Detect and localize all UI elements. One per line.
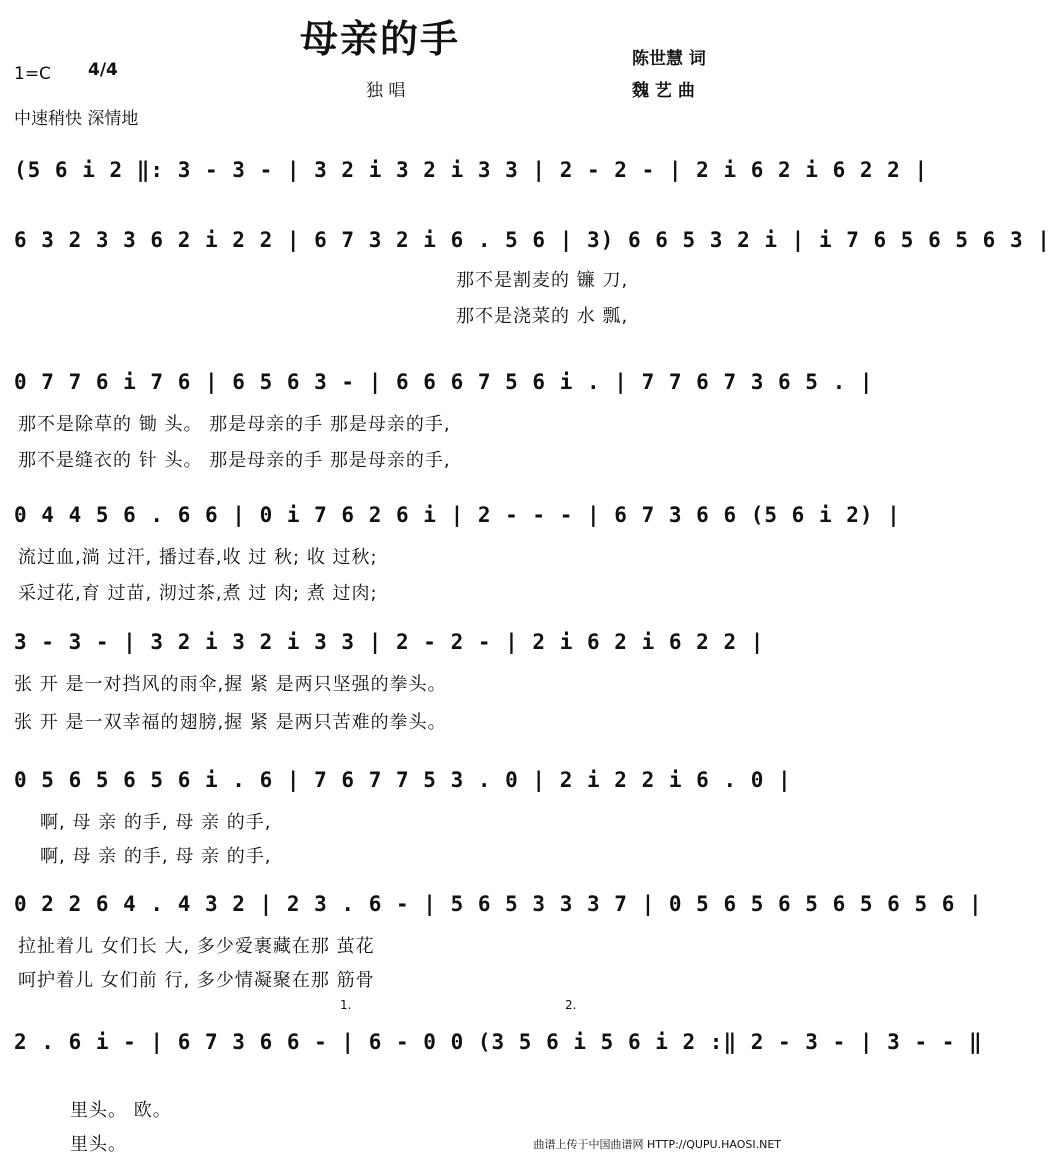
notation-row-2: 6 3 2 3 3 6 2 i 2 2 | 6 7 3 2 i 6 . 5 6 | 3) 6 6 5 3 2 i | i 7 6 5 6 5 6 3 | <box>14 228 1051 252</box>
lyric-row-5-verse-2: 张 开 是一双幸福的翅膀,握 紧 是两只苦难的拳头。 <box>14 712 447 733</box>
performance-type: 独 唱 <box>366 81 406 101</box>
notation-row-5: 3 - 3 - | 3 2 i 3 2 i 3 3 | 2 - 2 - | 2 i 6 2 i 6 2 2 | <box>14 630 765 654</box>
lyric-row-5-verse-1: 张 开 是一对挡风的雨伞,握 紧 是两只坚强的拳头。 <box>14 674 447 695</box>
notation-row-1: (5 6 i 2 ‖: 3 - 3 - | 3 2 i 3 2 i 3 3 | 2 - 2 - | 2 i 6 2 i 6 2 2 | <box>14 158 929 182</box>
volta-1-label: 1. <box>340 998 352 1012</box>
notation-row-6: 0 5 6 5 6 5 6 i . 6 | 7 6 7 7 5 3 . 0 | 2 i 2 2 i 6 . 0 | <box>14 768 792 792</box>
lyricist: 陈世慧 词 <box>632 49 706 69</box>
source-footer: 曲谱上传于中国曲谱网 HTTP://QUPU.HAOSI.NET <box>533 1138 781 1151</box>
tempo-marking: 中速稍快 深情地 <box>14 109 139 129</box>
lyric-row-8-verse-1: 里头。 欧。 <box>70 1100 172 1121</box>
notation-row-8: 2 . 6 i - | 6 7 3 6 6 - | 6 - 0 0 (3 5 6 i 5 6 i 2 :‖ 2 - 3 - | 3 - - ‖ <box>14 1030 983 1054</box>
volta-2-label: 2. <box>565 998 577 1012</box>
lyric-row-7-verse-2: 呵护着儿 女们前 行, 多少情凝聚在那 筋骨 <box>18 970 375 991</box>
key-signature: 1=C <box>14 64 51 84</box>
lyric-row-3-verse-1: 那不是除草的 锄 头。 那是母亲的手 那是母亲的手, <box>18 414 451 435</box>
notation-row-3: 0 7 7 6 i 7 6 | 6 5 6 3 - | 6 6 6 7 5 6 i . | 7 7 6 7 3 6 5 . | <box>14 370 874 394</box>
lyric-row-3-verse-2: 那不是缝衣的 针 头。 那是母亲的手 那是母亲的手, <box>18 450 451 471</box>
song-title: 母亲的手 <box>300 17 461 61</box>
lyric-row-6-verse-2: 啊, 母 亲 的手, 母 亲 的手, <box>40 846 272 867</box>
lyric-row-4-verse-2: 采过花,育 过苗, 沏过茶,煮 过 肉; 煮 过肉; <box>18 583 378 604</box>
lyric-row-6-verse-1: 啊, 母 亲 的手, 母 亲 的手, <box>40 812 272 833</box>
notation-row-4: 0 4 4 5 6 . 6 6 | 0 i 7 6 2 6 i | 2 - - - | 6 7 3 6 6 (5 6 i 2) | <box>14 503 901 527</box>
lyric-row-2-verse-1: 那不是割麦的 镰 刀, <box>456 270 629 291</box>
composer: 魏 艺 曲 <box>632 81 695 101</box>
lyric-row-4-verse-1: 流过血,淌 过汗, 播过春,收 过 秋; 收 过秋; <box>18 547 378 568</box>
lyric-row-7-verse-1: 拉扯着儿 女们长 大, 多少爱裹藏在那 茧花 <box>18 936 375 957</box>
lyric-row-2-verse-2: 那不是浇菜的 水 瓢, <box>456 306 629 327</box>
time-signature: 4/4 <box>88 60 118 80</box>
lyric-row-8-verse-2: 里头。 <box>70 1134 127 1155</box>
notation-row-7: 0 2 2 6 4 . 4 3 2 | 2 3 . 6 - | 5 6 5 3 3 3 7 | 0 5 6 5 6 5 6 5 6 5 6 | <box>14 892 983 916</box>
